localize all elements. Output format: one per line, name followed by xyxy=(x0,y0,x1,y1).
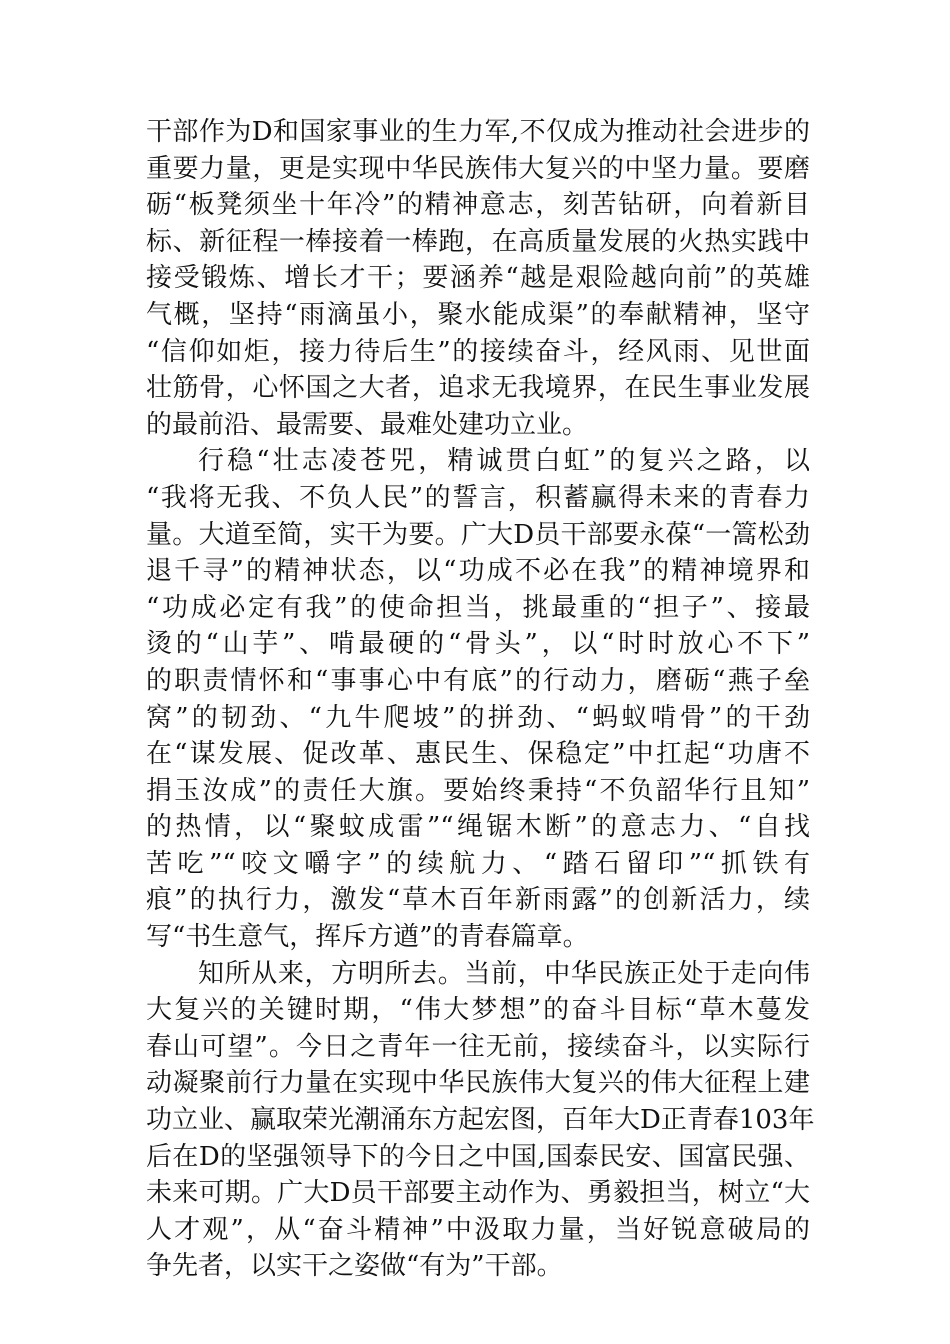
text-line: 退千寻”的精神状态，以“功成不必在我”的精神境界和 xyxy=(146,556,810,587)
text-line: 痕”的执行力，激发“草木百年新雨露”的创新活力，续 xyxy=(146,885,810,916)
text-line: 窝”的韧劲、“九牛爬坡”的拼劲、“蚂蚁啃骨”的干劲 xyxy=(146,702,810,733)
text-line: 量。大道至简，实干为要。广大D员干部要永葆“一篙松劲 xyxy=(146,519,810,550)
text-line: 苦吃”“咬文嚼字”的续航力、“踏石留印”“抓铁有 xyxy=(146,848,810,879)
text-line: 未来可期。广大D员干部要主动作为、勇毅担当，树立“大 xyxy=(146,1178,810,1209)
text-line: 行稳“壮志凌苍兕，精诚贯白虹”的复兴之路，以 xyxy=(198,446,810,477)
text-line: 功立业、赢取荣光潮涌东方起宏图，百年大D正青春103年 xyxy=(146,1105,815,1136)
text-line: “功成必定有我”的使命担当，挑最重的“担子”、接最 xyxy=(146,592,810,623)
paragraph-2 xyxy=(146,443,810,955)
text-line: 标、新征程一棒接着一棒跑，在高质量发展的火热实践中 xyxy=(146,226,810,257)
text-line: 的最前沿、最需要、最难处建功立业。 xyxy=(146,409,589,440)
paragraph-1 xyxy=(146,114,810,443)
text-line: “我将无我、不负人民”的誓言，积蓄赢得未来的青春力 xyxy=(146,482,810,513)
text-line: 干部作为D和国家事业的生力军,不仅成为推动社会进步的 xyxy=(146,117,810,147)
text-line: 在“谋发展、促改革、惠民生、保稳定”中扛起“功唐不 xyxy=(146,739,810,770)
text-line: 的热情，以“聚蚊成雷”“绳锯木断”的意志力、“自找 xyxy=(146,812,810,843)
text-line: 烫的“山芋”、啃最硬的“骨头”，以“时时放心不下” xyxy=(146,629,810,660)
text-line: 人才观”，从“奋斗精神”中汲取力量，当好锐意破局的 xyxy=(146,1214,810,1245)
document-page xyxy=(146,114,815,1285)
text-line: 争先者，以实干之姿做“有为”干部。 xyxy=(146,1251,563,1282)
text-line: 接受锻炼、增长才干；要涵养“越是艰险越向前”的英雄 xyxy=(146,263,810,294)
text-line: 动凝聚前行力量在实现中华民族伟大复兴的伟大征程上建 xyxy=(146,1068,810,1099)
text-line: 知所从来，方明所去。当前，中华民族正处于走向伟 xyxy=(198,958,810,989)
text-line: 壮筋骨，心怀国之大者，追求无我境界，在民生事业发展 xyxy=(146,373,810,404)
text-line: 春山可望”。今日之青年一往无前，接续奋斗，以实际行 xyxy=(146,1031,810,1062)
text-line: 后在D的坚强领导下的今日之中国,国泰民安、国富民强、 xyxy=(146,1141,810,1172)
text-line: 捐玉汝成”的责任大旗。要始终秉持“不负韶华行且知” xyxy=(146,775,810,806)
text-line: 写“书生意气，挥斥方遒”的青春篇章。 xyxy=(146,922,589,953)
text-line: 气概，坚持“雨滴虽小，聚水能成渠”的奉献精神，坚守 xyxy=(146,299,810,330)
paragraph-3 xyxy=(146,956,815,1285)
text-line: 大复兴的关键时期，“伟大梦想”的奋斗目标“草木蔓发 xyxy=(146,995,810,1026)
text-line: “信仰如炬，接力待后生”的接续奋斗，经风雨、见世面 xyxy=(146,336,810,367)
text-line: 砺“板凳须坐十年冷”的精神意志，刻苦钻研，向着新目 xyxy=(146,190,810,221)
text-line: 的职责情怀和“事事心中有底”的行动力，磨砺“燕子垒 xyxy=(146,665,810,696)
text-line: 重要力量，更是实现中华民族伟大复兴的中坚力量。要磨 xyxy=(146,153,810,184)
